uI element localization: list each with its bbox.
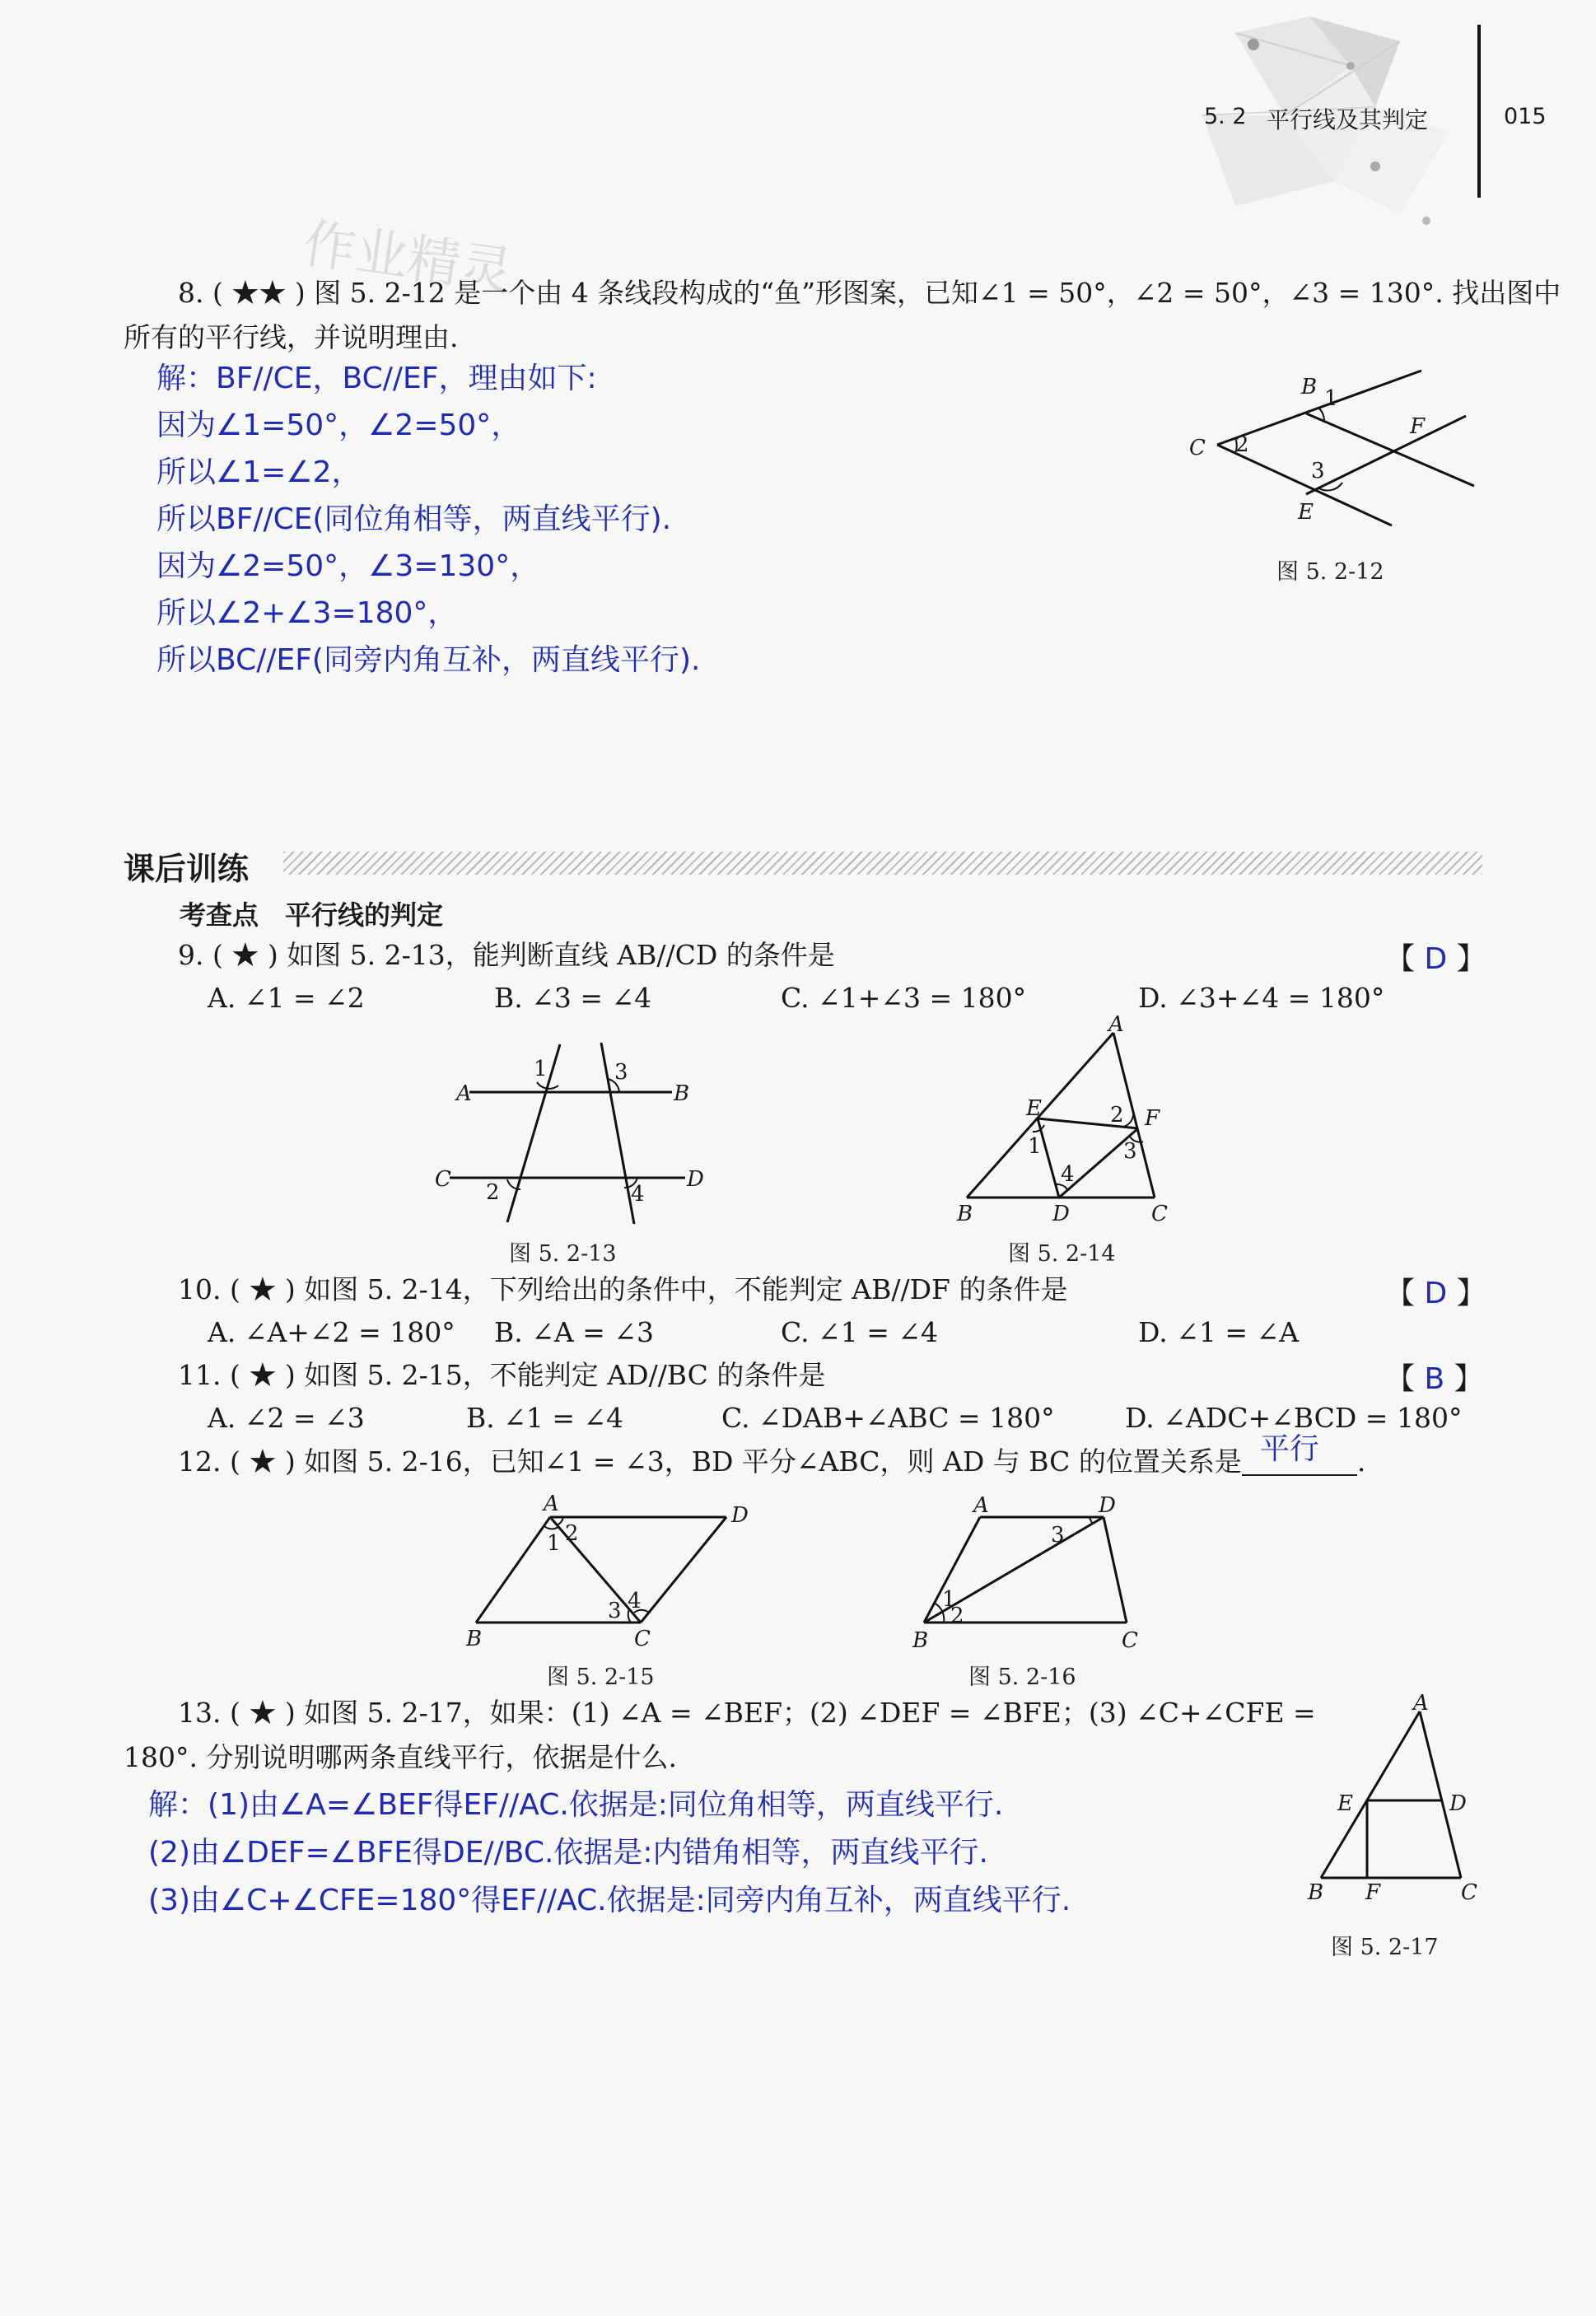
angle-2-label: 2 — [486, 1180, 500, 1205]
option-a: A. ∠2 = ∠3 — [208, 1402, 365, 1434]
label-d: D — [687, 1167, 704, 1192]
page-number: 015 — [1504, 104, 1547, 129]
figure-5-2-13 — [428, 1038, 704, 1227]
label-c: C — [1122, 1628, 1138, 1653]
label-a: A — [1108, 1012, 1124, 1037]
question-9: 9. ( ★ ) 如图 5. 2-13，能判断直线 AB//CD 的条件是 — [178, 939, 835, 971]
answer-line: 因为∠2=50°，∠3=130°， — [156, 549, 540, 583]
checkpoint: 考查点 平行线的判定 — [180, 899, 444, 931]
label-f: F — [1365, 1880, 1381, 1905]
angle-1-label: 1 — [942, 1587, 956, 1612]
angle-2-label: 2 — [1110, 1103, 1124, 1128]
answer-line: 所以∠2+∠3=180°， — [156, 596, 458, 630]
option-c: C. ∠1 = ∠4 — [781, 1316, 938, 1348]
label-d: D — [1052, 1202, 1070, 1226]
label-b: B — [912, 1628, 929, 1653]
angle-3-label: 3 — [1311, 459, 1325, 483]
answer-line: (3)由∠C+∠CFE=180°得EF//AC.依据是:同旁内角互补，两直线平行. — [148, 1884, 1071, 1917]
answer-line: 所以BF//CE(同位角相等，两直线平行). — [156, 502, 672, 536]
period: . — [1356, 1445, 1366, 1478]
section-title-hatch — [283, 852, 1482, 875]
angle-3-label: 3 — [614, 1060, 628, 1085]
answer-choice: B — [1424, 1362, 1445, 1396]
answer-line: 所以BC//EF(同旁内角互补，两直线平行). — [156, 643, 701, 677]
label-c: C — [634, 1627, 651, 1651]
label-c: C — [1461, 1880, 1477, 1905]
label-b: B — [466, 1627, 483, 1651]
answer-bracket: 【 B 】 — [1385, 1362, 1484, 1396]
figure-caption: 图 5. 2-17 — [1331, 1935, 1439, 1960]
label-a: A — [973, 1493, 989, 1518]
angle-2-label: 2 — [565, 1521, 579, 1546]
answer-bracket: 【 D 】 — [1385, 1277, 1486, 1310]
label-f: F — [1145, 1106, 1160, 1131]
label-b: B — [1301, 375, 1318, 399]
figure-caption: 图 5. 2-15 — [547, 1665, 655, 1690]
label-c: C — [1189, 436, 1206, 460]
label-b: B — [957, 1202, 973, 1226]
angle-1-label: 1 — [547, 1531, 561, 1556]
option-d: D. ∠ADC+∠BCD = 180° — [1125, 1402, 1463, 1434]
angle-1-label: 1 — [1028, 1134, 1042, 1159]
angle-3-label: 3 — [1051, 1523, 1065, 1548]
option-b: B. ∠A = ∠3 — [494, 1316, 654, 1348]
option-c: C. ∠DAB+∠ABC = 180° — [721, 1402, 1055, 1434]
answer-choice: D — [1424, 942, 1448, 976]
label-f: F — [1410, 414, 1426, 439]
label-d: D — [1099, 1493, 1116, 1518]
figure-caption: 图 5. 2-12 — [1276, 559, 1384, 585]
angle-3-label: 3 — [1123, 1139, 1137, 1164]
watermark: 作业精灵 — [299, 213, 517, 304]
section-title: 课后训练 — [124, 851, 250, 887]
angle-1-label: 1 — [1324, 386, 1338, 411]
question-13-answer — [148, 1787, 1071, 1931]
question-12-text: 12. ( ★ ) 如图 5. 2-16，已知∠1 = ∠3，BD 平分∠ABC，则 AD 与 BC 的位置关系是 — [178, 1445, 1242, 1478]
answer-line: 解：(1)由∠A=∠BEF得EF//AC.依据是:同位角相等，两直线平行. — [148, 1788, 1004, 1822]
angle-4-label: 4 — [628, 1589, 642, 1613]
angle-3-label: 3 — [608, 1599, 622, 1623]
angle-4-label: 4 — [1061, 1162, 1075, 1187]
label-e: E — [1337, 1791, 1353, 1816]
label-d: D — [731, 1503, 749, 1528]
figure-caption: 图 5. 2-14 — [1008, 1241, 1116, 1267]
figure-5-2-12 — [1178, 354, 1491, 535]
question-13-line1: 13. ( ★ ) 如图 5. 2-17，如果：(1) ∠A = ∠BEF；(2) ∠DEF = ∠BFE；(3) ∠C+∠CFE = — [178, 1697, 1316, 1729]
label-a: A — [544, 1492, 559, 1516]
question-11: 11. ( ★ ) 如图 5. 2-15，不能判定 AD//BC 的条件是 — [178, 1359, 826, 1391]
angle-2-label: 2 — [1235, 432, 1249, 457]
option-b: B. ∠3 = ∠4 — [494, 982, 652, 1014]
question-13-line2: 180°. 分别说明哪两条直线平行，依据是什么. — [124, 1741, 677, 1773]
header-title: 平行线及其判定 — [1267, 106, 1429, 133]
figure-5-2-16 — [906, 1491, 1153, 1653]
angle-4-label: 4 — [631, 1182, 645, 1207]
answer-bracket: 【 D 】 — [1385, 942, 1486, 976]
angle-1-label: 1 — [534, 1057, 548, 1081]
question-8-answer — [156, 361, 700, 689]
figure-5-2-14 — [947, 1012, 1194, 1227]
option-a: A. ∠A+∠2 = 180° — [208, 1316, 455, 1348]
answer-line: 所以∠1=∠2， — [156, 455, 362, 489]
answer-line: (2)由∠DEF=∠BFE得DE//BC.依据是:内错角相等，两直线平行. — [148, 1836, 988, 1870]
label-a: A — [456, 1081, 472, 1106]
figure-caption: 图 5. 2-16 — [968, 1665, 1076, 1690]
label-c: C — [1151, 1202, 1168, 1226]
figure-5-2-15 — [458, 1483, 754, 1651]
question-12 — [178, 1432, 1366, 1478]
header-section-number: 5. 2 — [1204, 104, 1247, 129]
answer-line: 因为∠1=50°，∠2=50°， — [156, 409, 521, 442]
answer-text: 平行 — [1259, 1432, 1319, 1466]
figure-5-2-17 — [1301, 1691, 1491, 1905]
answer-blank — [1242, 1432, 1357, 1476]
label-b: B — [674, 1081, 690, 1106]
option-a: A. ∠1 = ∠2 — [208, 982, 365, 1014]
label-e: E — [1026, 1096, 1042, 1121]
answer-line: 解：BF//CE，BC//EF，理由如下: — [156, 362, 597, 395]
option-b: B. ∠1 = ∠4 — [466, 1402, 624, 1434]
label-c: C — [435, 1167, 451, 1192]
label-d: D — [1449, 1791, 1467, 1816]
angle-2-label: 2 — [950, 1604, 964, 1628]
header-divider — [1477, 25, 1481, 198]
label-a: A — [1413, 1691, 1429, 1716]
label-b: B — [1308, 1880, 1324, 1905]
question-8-line2: 所有的平行线，并说明理由. — [124, 321, 459, 353]
answer-choice: D — [1424, 1277, 1448, 1310]
figure-caption: 图 5. 2-13 — [509, 1241, 617, 1267]
label-e: E — [1298, 500, 1314, 525]
option-d: D. ∠3+∠4 = 180° — [1138, 982, 1385, 1014]
option-c: C. ∠1+∠3 = 180° — [781, 982, 1027, 1014]
question-8-line1: 8. ( ★★ ) 图 5. 2-12 是一个由 4 条线段构成的“鱼”形图案，已知∠1 = 50°，∠2 = 50°，∠3 = 130°. 找出图中 — [178, 277, 1561, 309]
question-10: 10. ( ★ ) 如图 5. 2-14，下列给出的条件中，不能判定 AB//DF 的条件是 — [178, 1273, 1068, 1305]
option-d: D. ∠1 = ∠A — [1138, 1316, 1300, 1348]
